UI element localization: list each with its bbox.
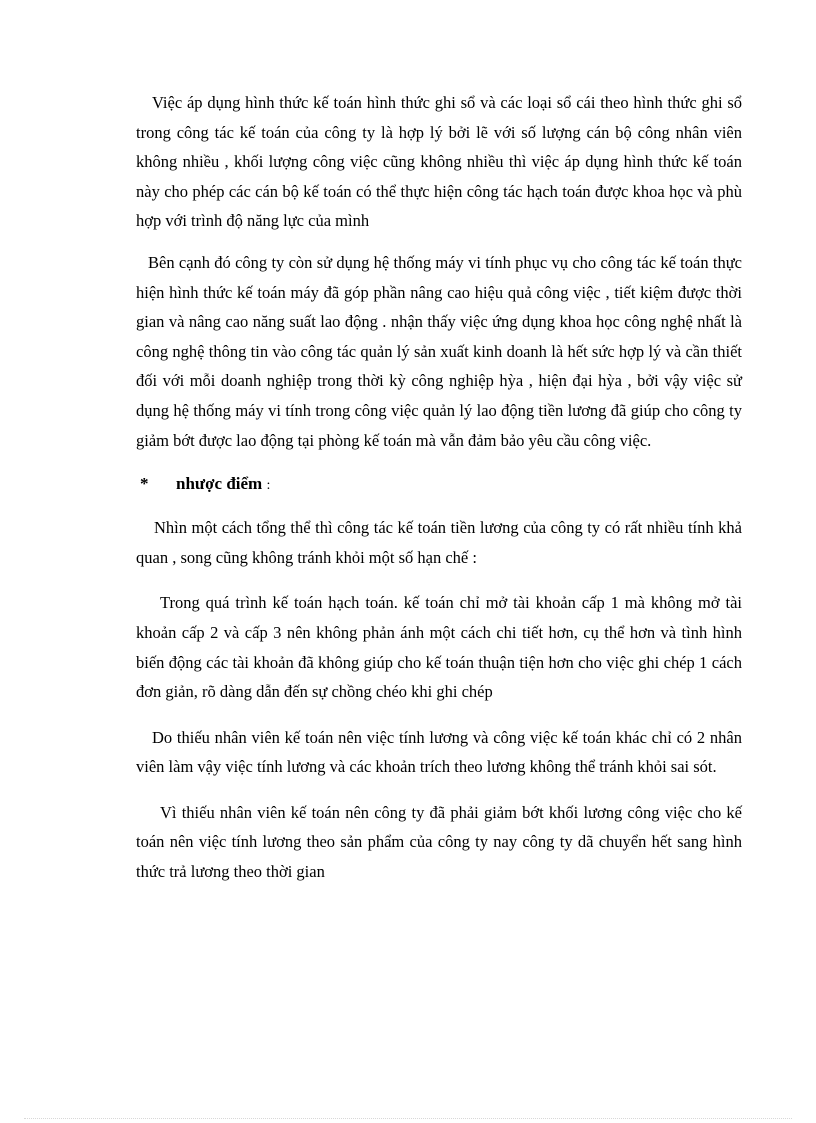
document-body <box>136 88 742 887</box>
section-heading-text: nhược điểm <box>176 474 263 494</box>
paragraph-bookkeeping-form: Việc áp dụng hình thức kế toán hình thức ghi sổ và các loại sổ cái theo hình thức ghi sổ trong công tác kế toán của công ty là hợp lý bởi lẽ với số lượng cán bộ công nhân viên không nhiều , khối lượng công việc cũng không nhiều thì việc áp dụng hình thức kế toán này cho phép các cán bộ kế toán có thể thực hiện công tác hạch toán được khoa học và phù hợp với trình độ năng lực của mình <box>136 93 742 231</box>
paragraph-computer-system: Bên cạnh đó công ty còn sử dụng hệ thống máy vi tính phục vụ cho công tác kế toán thực hiện hình thức kế toán máy đã góp phần nâng cao hiệu quả công việc , tiết kiệm được thời gian và nâng cao năng suất lao động . nhận thấy việc ứng dụng khoa học công nghệ nhất là công nghệ thông tin vào công tác quản lý sản xuất kinh doanh là hết sức hợp lý và cần thiết đối với mỗi doanh nghiệp trong thời kỳ công nghiệp hỳa , hiện đại hỳa , bởi vậy việc sử dụng hệ thống máy vi tính trong công việc quản lý lao động tiền lương đã giúp cho công ty giảm bớt được lao động tại phòng kế toán mà vẫn đảm bảo yêu cầu công việc. <box>136 252 742 450</box>
paragraph-overview: Nhìn một cách tổng thể thì công tác kế toán tiền lương của công ty có rất nhiều tính khả quan , song cũng không tránh khỏi một số hạn chế : <box>136 518 742 567</box>
paragraph-salary-method: Vì thiếu nhân viên kế toán nên công ty đã phải giảm bớt khối lương công việc cho kế toán nên việc tính lương theo sản phẩm của công ty nay công ty dã chuyển hết sang hình thức trả lương theo thời gian <box>136 802 742 882</box>
section-heading-colon: : <box>266 478 271 494</box>
paragraph-staff-shortage: Do thiếu nhân viên kế toán nên việc tính lương và công việc kế toán khác chỉ có 2 nhân viên làm vậy việc tính lương và các khoản trích theo lương không thể tránh khỏi sai sót. <box>136 727 742 777</box>
paragraph-accounts-level: Trong quá trình kế toán hạch toán. kế toán chỉ mở tài khoản cấp 1 mà không mở tài khoản cấp 2 và cấp 3 nên không phản ánh một cách chi tiết hơn, cụ thể hơn và tình hình biến động các tài khoản đã không giúp cho kế toán thuận tiện hơn cho việc ghi chép 1 cách đơn giản, rõ dàng dẫn đến sự chồng chéo khi ghi chép <box>136 593 742 702</box>
section-heading-disadvantages <box>136 469 742 501</box>
bullet-star: * <box>140 474 149 494</box>
page-bottom-rule <box>24 1118 792 1119</box>
